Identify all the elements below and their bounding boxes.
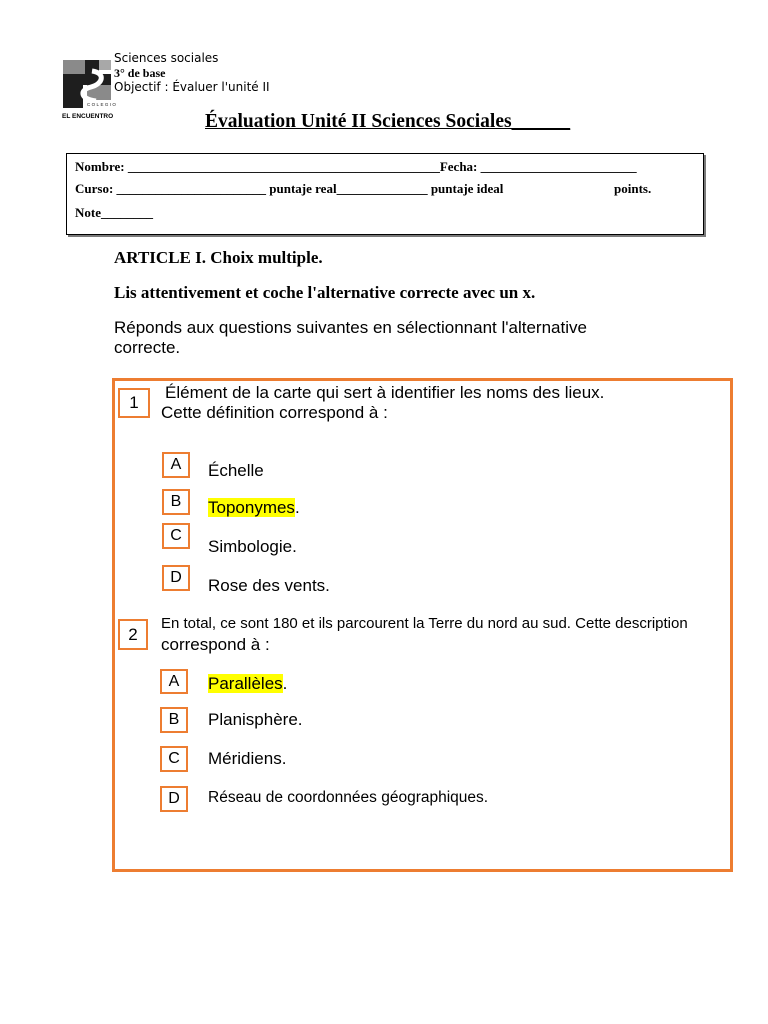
question-1-option-d-box: D	[162, 565, 190, 591]
question-2-option-b-box: B	[160, 707, 188, 733]
note-label: Note	[75, 205, 101, 220]
student-info-box	[66, 153, 704, 235]
question-1-option-a-text	[208, 461, 264, 481]
points-label: points.	[614, 181, 652, 196]
question-2-option-a-box: A	[160, 669, 188, 694]
option-label: Planisphère.	[208, 710, 303, 729]
question-number-1: 1	[118, 388, 150, 418]
nombre-blank: ________________________________________________	[127, 159, 440, 174]
option-label: Simbologie.	[208, 537, 297, 556]
question-1-option-c-text	[208, 537, 297, 557]
fecha-label: Fecha:	[439, 159, 478, 174]
option-label: Toponymes	[208, 498, 295, 517]
puntaje-real-label: puntaje real	[269, 181, 337, 196]
option-label: Méridiens.	[208, 749, 287, 768]
question-1-line-2: Cette définition correspond à :	[161, 403, 388, 422]
grade-label: 3° de base	[114, 66, 166, 80]
puntaje-real-blank: ______________	[336, 181, 428, 196]
option-label-suffix: .	[294, 498, 300, 517]
question-2-option-b-text	[208, 710, 303, 730]
question-number-2: 2	[118, 619, 148, 650]
question-1-option-d-text	[208, 576, 330, 596]
question-1-option-b-text	[208, 498, 300, 518]
info-line-curso-puntaje	[75, 181, 503, 196]
option-label: Rose des vents.	[208, 576, 330, 595]
school-logo	[62, 58, 118, 108]
question-2-option-c-box: C	[160, 746, 188, 772]
curso-label: Curso:	[75, 181, 114, 196]
fecha-blank: ________________________	[480, 159, 637, 174]
section-instruction: Lis attentivement et coche l'alternative correcte avec un x.	[114, 283, 536, 302]
puntaje-ideal-label: puntaje ideal	[430, 181, 504, 196]
section-heading: ARTICLE I. Choix multiple.	[114, 248, 323, 267]
question-2-option-c-text	[208, 749, 286, 769]
question-1-option-b-box: B	[162, 489, 190, 515]
question-1-line-1: Élément de la carte qui sert à identifier les noms des lieux.	[165, 383, 605, 402]
logo-school-name: EL ENCUENTRO	[62, 113, 114, 120]
page-title: Évaluation Unité II Sciences Sociales______	[205, 111, 571, 132]
subject-label: Sciences sociales	[114, 51, 219, 65]
info-line-nombre-fecha	[75, 159, 637, 174]
note-blank: ________	[101, 205, 153, 220]
info-line-note	[75, 205, 153, 220]
question-2-line-2: correspond à :	[161, 635, 270, 654]
option-label: Échelle	[208, 461, 264, 480]
option-label: Réseau de coordonnées géographiques.	[208, 789, 489, 806]
logo-colegio-label: COLEGIO	[87, 102, 118, 107]
nombre-label: Nombre:	[75, 159, 125, 174]
section-prompt: Réponds aux questions suivantes en sélectionnant l'alternative correcte.	[114, 318, 587, 357]
question-2-option-a-text	[208, 674, 287, 694]
option-label: Parallèles	[208, 674, 283, 693]
question-2-line-1: En total, ce sont 180 et ils parcourent la Terre du nord au sud. Cette description	[161, 615, 688, 632]
question-1-option-a-box: A	[162, 452, 190, 478]
question-2-option-d-box: D	[160, 786, 188, 812]
question-2-option-d-text	[208, 789, 488, 807]
objective-label: Objectif : Évaluer l'unité II	[114, 80, 270, 94]
school-emblem-icon	[62, 58, 112, 108]
question-1-text	[161, 383, 604, 423]
curso-blank: _______________________	[116, 181, 267, 196]
question-1-option-c-box: C	[162, 523, 190, 549]
option-label-suffix: .	[282, 674, 288, 693]
